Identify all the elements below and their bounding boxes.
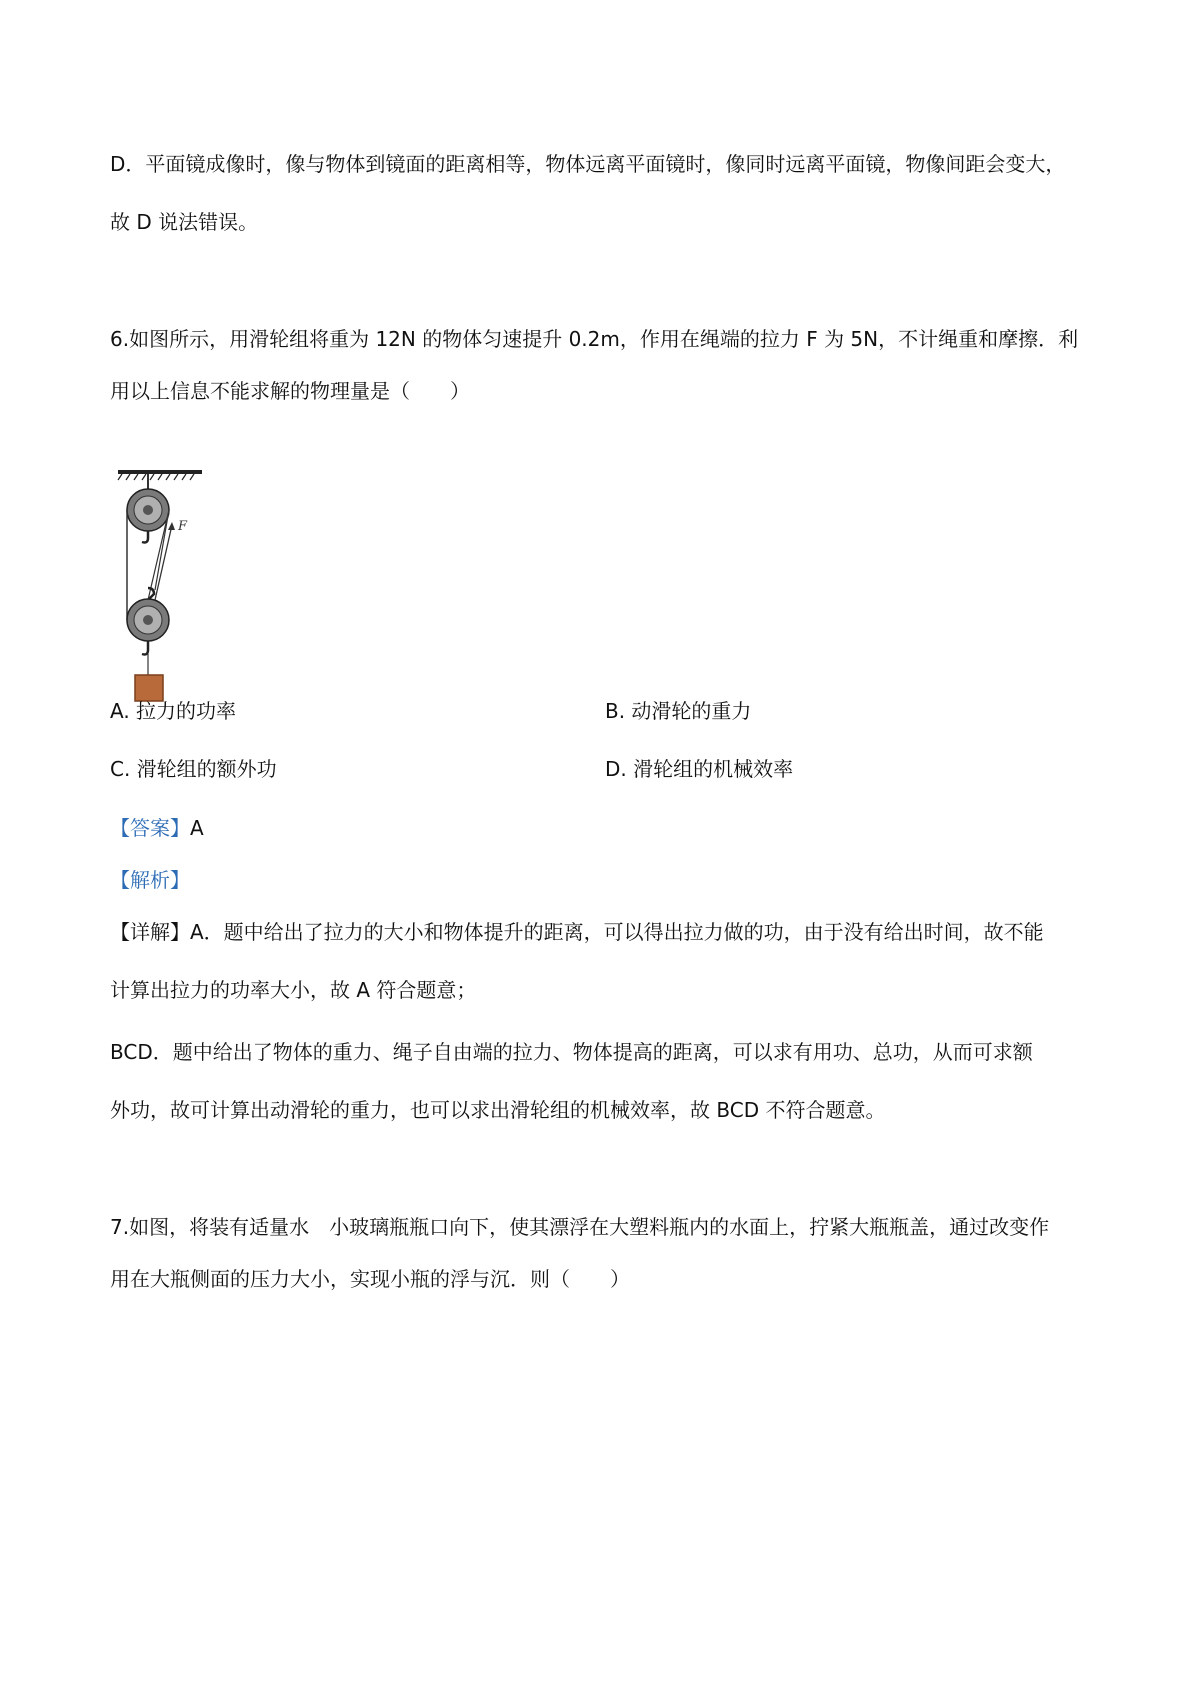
answer-line — [110, 814, 204, 842]
option-c: C. 滑轮组的额外功 — [110, 757, 277, 781]
analysis-tag: 【解析】 — [110, 868, 190, 892]
option-b: B. 动滑轮的重力 — [605, 699, 752, 723]
question-7-stem-line2: 用在大瓶侧面的压力大小，实现小瓶的浮与沉．则（ ） — [110, 1267, 630, 1291]
answer-value: A — [190, 816, 204, 840]
option-d-explanation-line2: 故 D 说法错误。 — [110, 210, 259, 234]
detail-line4: 外功，故可计算出动滑轮的重力，也可以求出滑轮组的机械效率，故 BCD 不符合题意。 — [110, 1098, 886, 1122]
detail-tag: 【详解】 — [110, 920, 190, 944]
detail-line3: BCD．题中给出了物体的重力、绳子自由端的拉力、物体提高的距离，可以求有用功、总功，从而可求额 — [110, 1040, 1033, 1064]
question-7-stem-line1: 7.如图，将装有适量水 小玻璃瓶瓶口向下，使其漂浮在大塑料瓶内的水面上，拧紧大瓶瓶盖，通过改变作 — [110, 1215, 1050, 1239]
detail-line2: 计算出拉力的功率大小，故 A 符合题意； — [110, 978, 477, 1002]
option-a: A. 拉力的功率 — [110, 699, 237, 723]
detail-line1 — [110, 918, 1044, 946]
force-label: F — [178, 519, 188, 534]
question-6-stem-line2: 用以上信息不能求解的物理量是（ ） — [110, 379, 470, 403]
option-d-explanation-line1: D．平面镜成像时，像与物体到镜面的距离相等，物体远离平面镜时，像同时远离平面镜，物像间距会变大， — [110, 152, 1066, 176]
option-d: D. 滑轮组的机械效率 — [605, 757, 794, 781]
pulley-diagram — [110, 470, 210, 730]
answer-tag: 【答案】 — [110, 816, 190, 840]
detail-text-1: A．题中给出了拉力的大小和物体提升的距离，可以得出拉力做的功，由于没有给出时间，故不能 — [190, 920, 1044, 944]
question-6-stem-line1: 6.如图所示，用滑轮组将重为 12N 的物体匀速提升 0.2m，作用在绳端的拉力 F 为 5N，不计绳重和摩擦．利 — [110, 327, 1079, 351]
